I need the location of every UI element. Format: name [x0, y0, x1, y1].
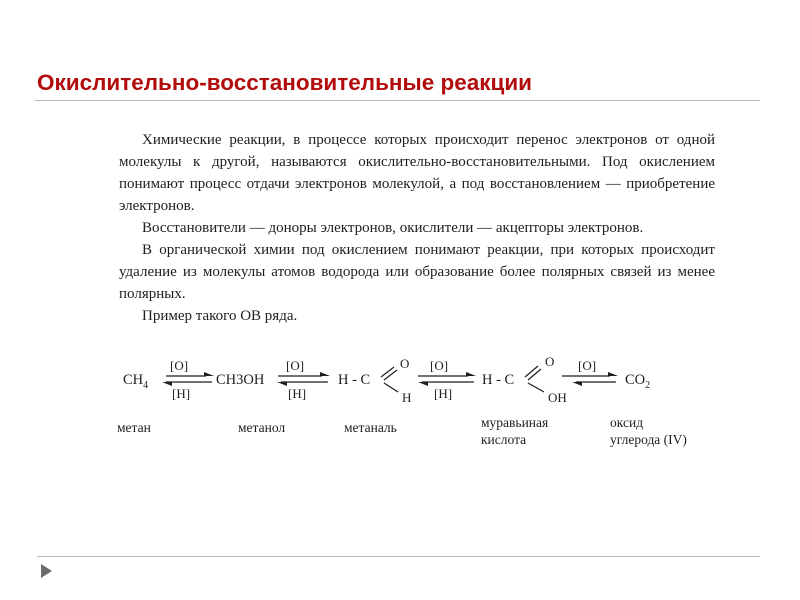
paragraph-example-intro: Пример такого ОВ ряда. — [142, 308, 298, 324]
svg-text:H: H — [402, 390, 412, 405]
play-triangle-icon[interactable] — [41, 564, 52, 578]
methanal-formula — [338, 356, 411, 405]
svg-text:H - C: H - C — [482, 372, 515, 388]
reduction-condition-3: [H] — [434, 386, 453, 401]
methane-formula: $CH_4$ — [123, 372, 149, 391]
equilibrium-arrow-1 — [162, 358, 214, 401]
label-co2-2: углерода (IV) — [610, 432, 687, 447]
svg-text:O: O — [545, 354, 555, 369]
redox-scheme — [100, 352, 720, 452]
oxidation-condition-2: [O] — [286, 358, 305, 373]
text-body — [119, 129, 715, 327]
svg-text:OH: OH — [548, 390, 567, 405]
svg-text:H - C: H - C — [338, 372, 371, 388]
label-methanol: метанол — [238, 420, 286, 435]
label-formic-acid-2: кислота — [481, 432, 527, 447]
methanol-formula: CH3OH — [216, 372, 265, 388]
label-formic-acid-1: муравьиная — [481, 415, 549, 430]
paragraph-definition: Химические реакции, в процессе которых происходит перенос электронов от одной молекулы к другой, называются окислительно-восстановительными. Под окислением понимают процесс отдачи электронов молекулой, а под восстановлением — приобретение электронов. — [119, 132, 715, 214]
formic-acid-formula — [482, 354, 567, 405]
label-co2-1: оксид — [610, 415, 644, 430]
label-methane: метан — [117, 420, 151, 435]
svg-text:O: O — [400, 356, 410, 371]
oxidation-condition-4: [O] — [578, 358, 597, 373]
reduction-condition-1: [H] — [172, 386, 191, 401]
title-divider — [35, 100, 760, 101]
equilibrium-arrow-4 — [562, 358, 618, 386]
reduction-condition-2: [H] — [288, 386, 307, 401]
footer-divider — [37, 556, 760, 557]
label-methanal: метаналь — [344, 420, 397, 435]
co2-formula: $CO_2$ — [625, 372, 651, 391]
paragraph-donors-acceptors: Восстановители — доноры электронов, окислители — акцепторы электронов. — [142, 220, 644, 236]
equilibrium-arrow-2 — [277, 358, 330, 401]
oxidation-condition-1: [O] — [170, 358, 189, 373]
equilibrium-arrow-3 — [418, 358, 476, 401]
slide-title: Окислительно-восстановительные реакции — [37, 70, 533, 95]
oxidation-condition-3: [O] — [430, 358, 449, 373]
paragraph-organic-oxidation: В органической химии под окислением понимают реакции, при которых происходит удаление из молекулы атомов водорода или образование более полярных связей из менее полярных. — [119, 242, 715, 302]
